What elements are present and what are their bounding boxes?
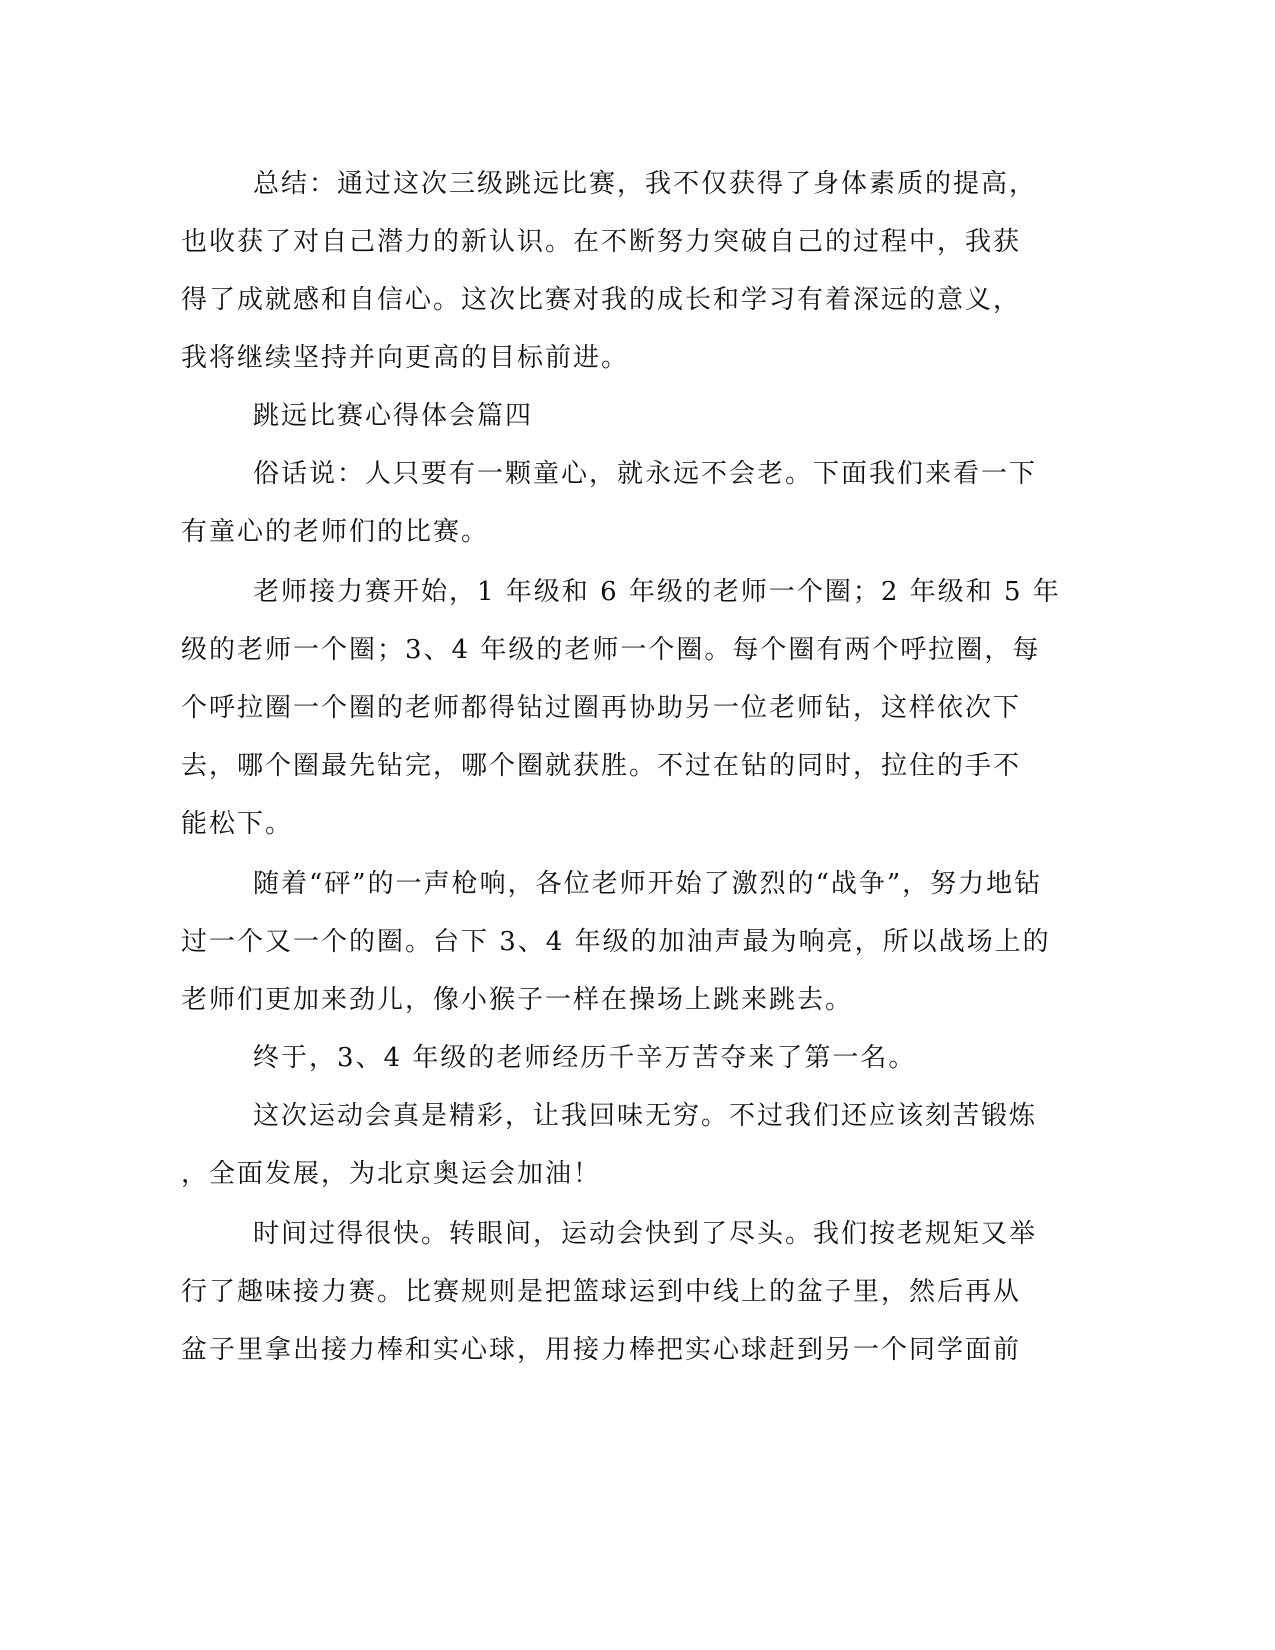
text-line: ，全面发展，为北京奥运会加油！: [181, 1159, 602, 1189]
text-line: 行了趣味接力赛。比赛规则是把篮球运到中线上的盆子里，然后再从: [181, 1277, 1022, 1307]
text-line: 能松下。: [181, 809, 294, 839]
text-line: 老师们更加来劲儿，像小猴子一样在操场上跳来跳去。: [181, 985, 854, 1015]
section-heading: 跳远比赛心得体会篇四: [253, 401, 534, 431]
text-line: 得了成就感和自信心。这次比赛对我的成长和学习有着深远的意义，: [181, 285, 1022, 315]
text-line: 老师接力赛开始，1 年级和 6 年级的老师一个圈；2 年级和 5 年: [253, 577, 1061, 607]
text-line: 我将继续坚持并向更高的目标前进。: [181, 343, 630, 373]
text-line: 总结：通过这次三级跳远比赛，我不仅获得了身体素质的提高，: [253, 169, 1038, 199]
text-line: 这次运动会真是精彩，让我回味无穷。不过我们还应该刻苦锻炼: [253, 1101, 1038, 1131]
text-line: 去，哪个圈最先钻完，哪个圈就获胜。不过在钻的同时，拉住的手不: [181, 751, 1022, 781]
text-line: 终于，3、4 年级的老师经历千辛万苦夺来了第一名。: [253, 1043, 917, 1073]
text-line: 级的老师一个圈；3、4 年级的老师一个圈。每个圈有两个呼拉圈，每: [181, 635, 1041, 665]
text-line: 也收获了对自己潜力的新认识。在不断努力突破自己的过程中，我获: [181, 227, 1022, 257]
text-line: 有童心的老师们的比赛。: [181, 517, 490, 547]
text-line: 俗话说：人只要有一颗童心，就永远不会老。下面我们来看一下: [253, 459, 1038, 489]
text-line: 盆子里拿出接力棒和实心球，用接力棒把实心球赶到另一个同学面前: [181, 1335, 1022, 1365]
text-line: 时间过得很快。转眼间，运动会快到了尽头。我们按老规矩又举: [253, 1219, 1038, 1249]
text-line: 过一个又一个的圈。台下 3、4 年级的加油声最为响亮，所以战场上的: [181, 927, 1051, 957]
text-line: 随着“砰”的一声枪响，各位老师开始了激烈的“战争”，努力地钻: [253, 869, 1043, 899]
text-line: 个呼拉圈一个圈的老师都得钻过圈再协助另一位老师钻，这样依次下: [181, 693, 1022, 723]
